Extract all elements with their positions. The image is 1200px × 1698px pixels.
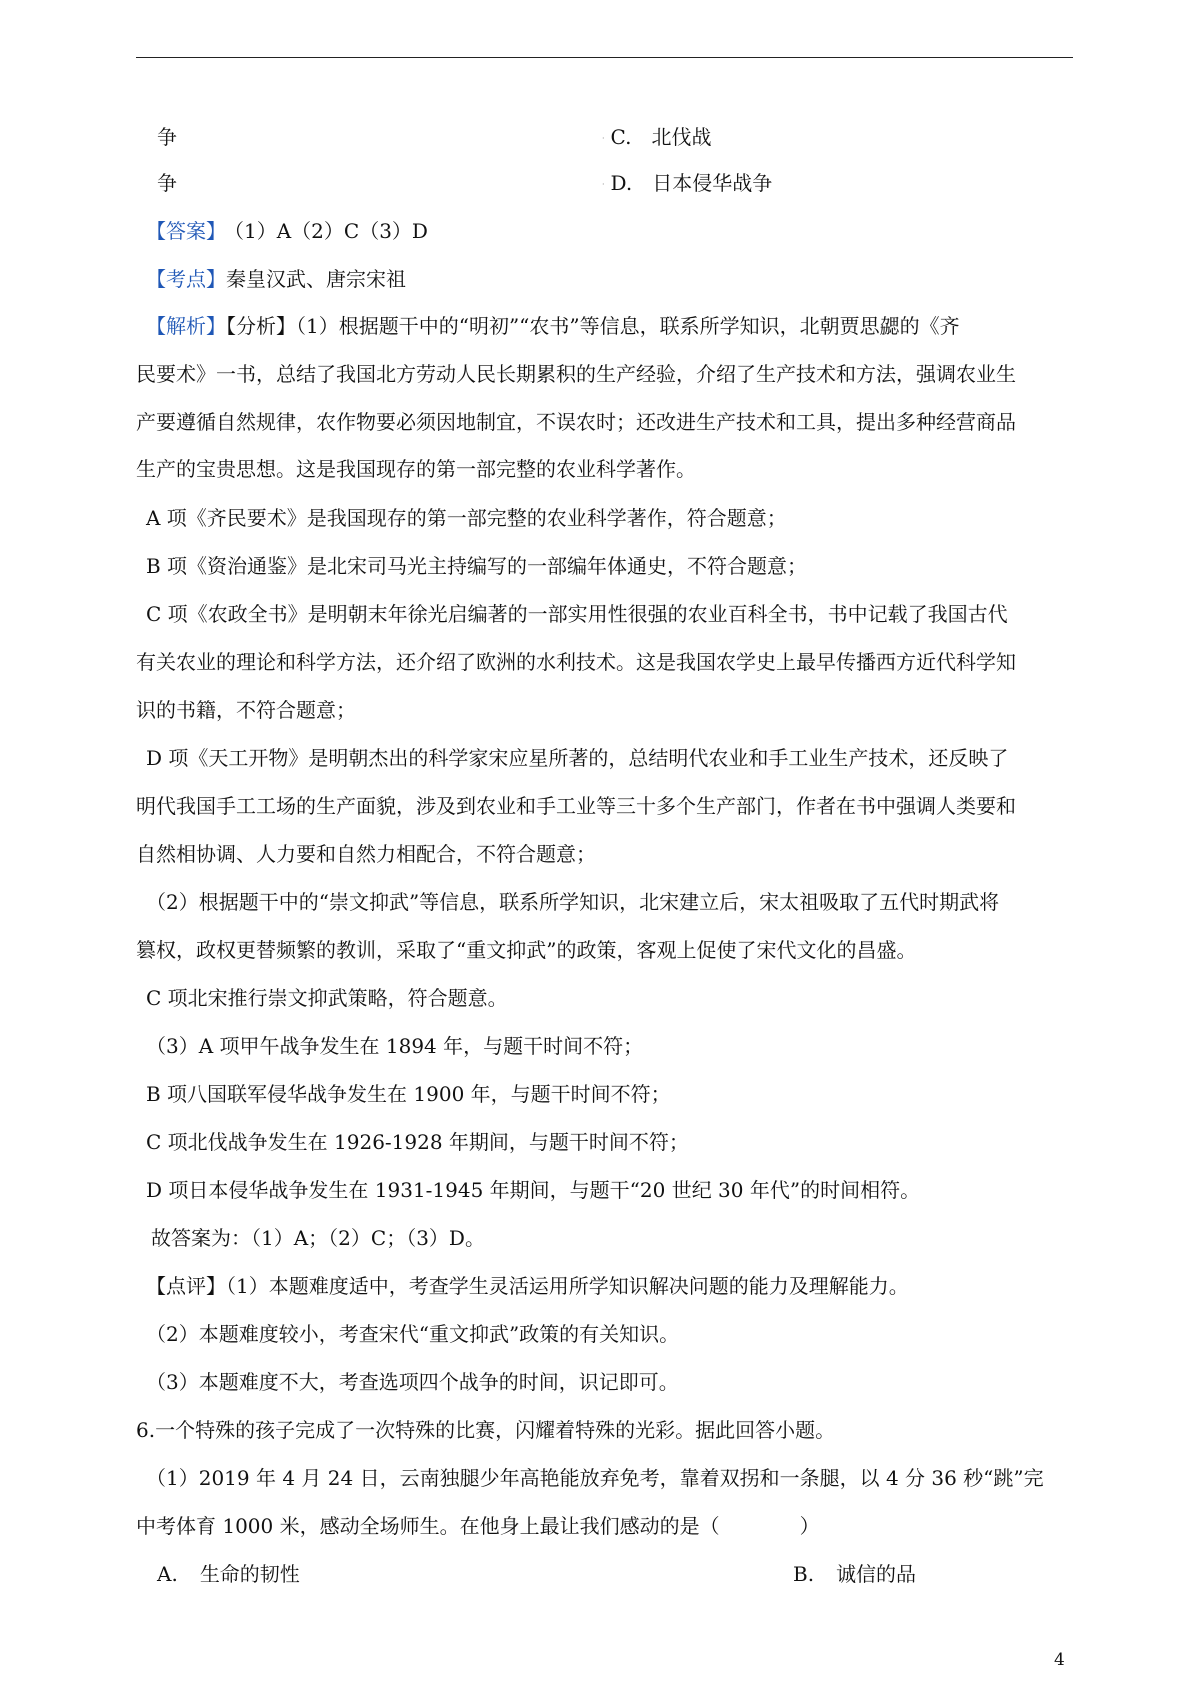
- comment-text: （1）本题难度适中，考查学生灵活运用所学知识解决问题的能力及理解能力。: [226, 1274, 909, 1298]
- option-continuation-1: 争: [157, 125, 177, 149]
- answer-text: （1）A（2）C（3）D: [234, 219, 428, 243]
- analysis-text-line: 生产的宝贵思想。这是我国现存的第一部完整的农业科学著作。: [136, 457, 696, 481]
- analysis-text-line: 识的书籍，不符合题意；: [136, 698, 356, 722]
- analysis-text-line: 有关农业的理论和科学方法，还介绍了欧洲的水利技术。这是我国农学史上最早传播西方近代科学知: [136, 650, 1016, 674]
- topic-tag: 【考点】: [146, 267, 226, 291]
- analysis-text-line: B 项《资治通鉴》是北宋司马光主持编写的一部编年体通史，不符合题意；: [146, 554, 808, 578]
- comment-text-line: （3）本题难度不大，考查选项四个战争的时间，识记即可。: [146, 1370, 679, 1394]
- option-c-label: C.: [610, 125, 632, 149]
- option-a-text: 生命的韧性: [199, 1562, 300, 1586]
- option-d: [602, 170, 772, 198]
- question-6-stem: 6.一个特殊的孩子完成了一次特殊的比赛，闪耀着特殊的光彩。据此回答小题。: [136, 1418, 836, 1442]
- analysis-text-line: D 项《天工开物》是明朝杰出的科学家宋应星所著的，总结明代农业和手工业生产技术，还反映了: [146, 746, 1009, 770]
- bullet-dot-icon: ·: [602, 133, 605, 143]
- option-b: [793, 1561, 916, 1587]
- answer-line: [146, 218, 428, 244]
- header-rule: [136, 57, 1073, 58]
- option-b-label: B.: [793, 1562, 815, 1586]
- topic-text: 秦皇汉武、唐宗宋祖: [226, 267, 406, 291]
- analysis-text-line: 产要遵循自然规律，农作物要必须因地制宜，不误农时；还改进生产技术和工具，提出多种经营商品: [136, 410, 1016, 434]
- analysis-text-line: （3）A 项甲午战争发生在 1894 年，与题干时间不符；: [146, 1034, 644, 1058]
- question-6-sub1-line2: 中考体育 1000 米，感动全场师生。在他身上最让我们感动的是（ ）: [136, 1514, 820, 1538]
- option-continuation-2: 争: [157, 171, 177, 195]
- bullet-dot-icon: ·: [602, 179, 605, 189]
- analysis-text-line: D 项日本侵华战争发生在 1931-1945 年期间，与题干“20 世纪 30 年代”的时间相符。: [146, 1178, 921, 1202]
- option-b-text: 诚信的品: [836, 1562, 917, 1586]
- option-a: [157, 1561, 300, 1587]
- analysis-text-line: 民要术》一书，总结了我国北方劳动人民长期累积的生产经验，介绍了生产技术和方法，强调农业生: [136, 362, 1016, 386]
- answer-tag: 【答案】: [146, 219, 226, 243]
- option-c: [602, 124, 712, 152]
- option-c-text: 北伐战: [651, 125, 712, 149]
- option-d-label: D.: [610, 171, 633, 195]
- analysis-line: [146, 313, 960, 339]
- option-a-label: A.: [157, 1562, 178, 1586]
- analysis-tag: 【解析】: [146, 314, 226, 338]
- analysis-text-line: B 项八国联军侵华战争发生在 1900 年，与题干时间不符；: [146, 1082, 671, 1106]
- analysis-text-line: C 项《农政全书》是明朝末年徐光启编著的一部实用性很强的农业百科全书，书中记载了我国古代: [146, 602, 1008, 626]
- page-number: 4: [1054, 1650, 1065, 1670]
- analysis-conclusion: 故答案为：（1）A；（2）C；（3）D。: [151, 1226, 485, 1250]
- analysis-text-line: 自然相协调、人力要和自然力相配合，不符合题意；: [136, 842, 596, 866]
- option-d-text: 日本侵华战争: [652, 171, 773, 195]
- analysis-text-line: 明代我国手工工场的生产面貌，涉及到农业和手工业等三十多个生产部门，作者在书中强调人类要和: [136, 794, 1016, 818]
- analysis-text-line: 【分析】（1）根据题干中的“明初”“农书”等信息，联系所学知识，北朝贾思勰的《齐: [226, 314, 960, 338]
- comment-line: [146, 1273, 909, 1299]
- analysis-text-line: C 项北宋推行崇文抑武策略，符合题意。: [146, 986, 508, 1010]
- analysis-text-line: A 项《齐民要术》是我国现存的第一部完整的农业科学著作，符合题意；: [146, 506, 787, 530]
- analysis-text-line: C 项北伐战争发生在 1926-1928 年期间，与题干时间不符；: [146, 1130, 689, 1154]
- comment-tag: 【点评】: [146, 1274, 226, 1298]
- question-6-sub1-line1: （1）2019 年 4 月 24 日，云南独腿少年高艳能放弃免考，靠着双拐和一条腿，以 4 分 36 秒“跳”完: [146, 1466, 1044, 1490]
- analysis-text-line: （2）根据题干中的“崇文抑武”等信息，联系所学知识，北宋建立后，宋太祖吸取了五代时期武将: [146, 890, 1000, 914]
- comment-text-line: （2）本题难度较小，考查宋代“重文抑武”政策的有关知识。: [146, 1322, 680, 1346]
- analysis-text-line: 篡权，政权更替频繁的教训，采取了“重文抑武”的政策，客观上促使了宋代文化的昌盛。: [136, 938, 917, 962]
- topic-line: [146, 266, 406, 292]
